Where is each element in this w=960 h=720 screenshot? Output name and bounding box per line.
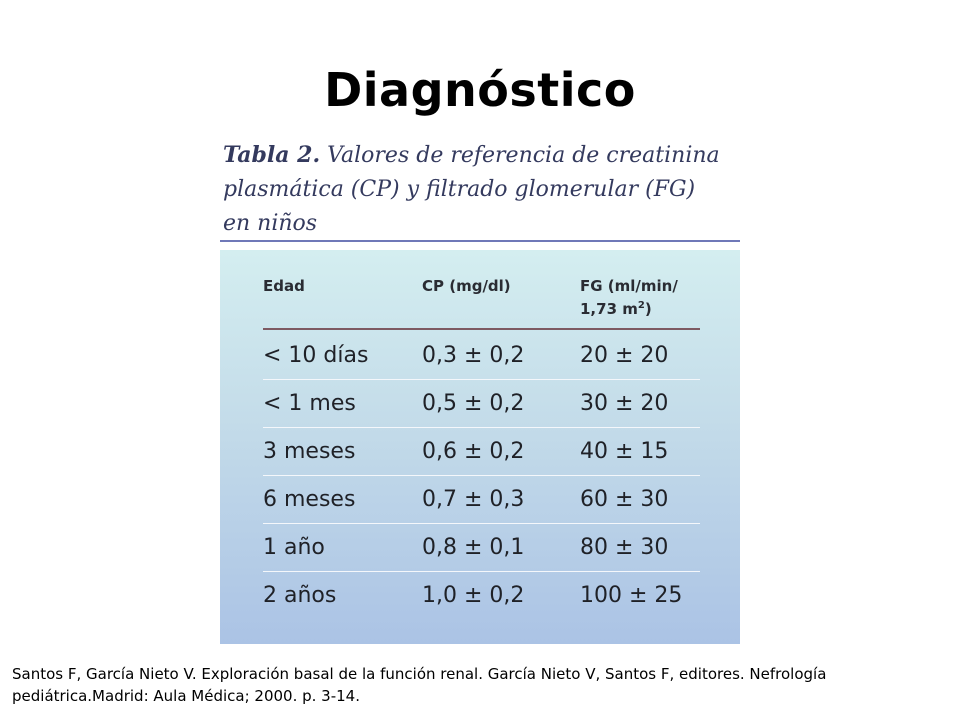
caption-line-1-text: Valores de referencia de creatinina xyxy=(320,143,720,168)
cell-fg: 80 ± 30 xyxy=(580,535,669,560)
table-row xyxy=(263,428,700,476)
header-divider xyxy=(263,328,700,330)
cell-edad: < 10 días xyxy=(263,343,369,368)
table-row xyxy=(263,476,700,524)
reference-table-figure xyxy=(220,138,740,644)
column-header-fg-line-2 xyxy=(580,296,720,319)
caption-divider xyxy=(220,240,740,242)
cell-cp: 0,8 ± 0,1 xyxy=(422,535,525,560)
cell-fg: 20 ± 20 xyxy=(580,343,669,368)
citation-line-2: pediátrica.Madrid: Aula Médica; 2000. p. 3-14. xyxy=(12,687,360,705)
column-header-fg xyxy=(580,276,720,319)
cell-edad: 3 meses xyxy=(263,439,356,464)
column-header-edad: Edad xyxy=(263,277,305,295)
cell-cp: 0,7 ± 0,3 xyxy=(422,487,525,512)
table-row xyxy=(263,572,700,620)
cell-fg: 60 ± 30 xyxy=(580,487,669,512)
slide-title: Diagnóstico xyxy=(324,63,636,117)
cell-cp: 0,5 ± 0,2 xyxy=(422,391,525,416)
cell-edad: 6 meses xyxy=(263,487,356,512)
citation-reference xyxy=(12,663,952,707)
table-row xyxy=(263,524,700,572)
caption-line-3: en niños xyxy=(223,211,318,236)
cell-edad: 2 años xyxy=(263,583,337,608)
cell-edad: < 1 mes xyxy=(263,391,356,416)
caption-line-1 xyxy=(223,138,723,173)
fg-unit-superscript: 2 xyxy=(637,300,645,311)
column-header-fg-line-1: FG (ml/min/ xyxy=(580,277,678,295)
cell-cp: 0,3 ± 0,2 xyxy=(422,343,525,368)
fg-unit-base: 1,73 m xyxy=(580,300,638,318)
cell-fg: 40 ± 15 xyxy=(580,439,669,464)
table-row xyxy=(263,380,700,428)
cell-cp: 0,6 ± 0,2 xyxy=(422,439,525,464)
table-caption xyxy=(223,138,723,241)
citation-line-1: Santos F, García Nieto V. Exploración basal de la función renal. García Nieto V, Santos F, editores. Nefrología xyxy=(12,665,827,683)
caption-line-2: plasmática (CP) y filtrado glomerular (FG) xyxy=(223,177,696,202)
table-body xyxy=(220,250,740,644)
cell-fg: 100 ± 25 xyxy=(580,583,683,608)
fg-unit-close: ) xyxy=(644,300,652,318)
cell-edad: 1 año xyxy=(263,535,325,560)
caption-table-number: Tabla 2. xyxy=(223,142,321,168)
column-header-cp: CP (mg/dl) xyxy=(422,277,511,295)
cell-fg: 30 ± 20 xyxy=(580,391,669,416)
table-row xyxy=(263,332,700,380)
cell-cp: 1,0 ± 0,2 xyxy=(422,583,525,608)
